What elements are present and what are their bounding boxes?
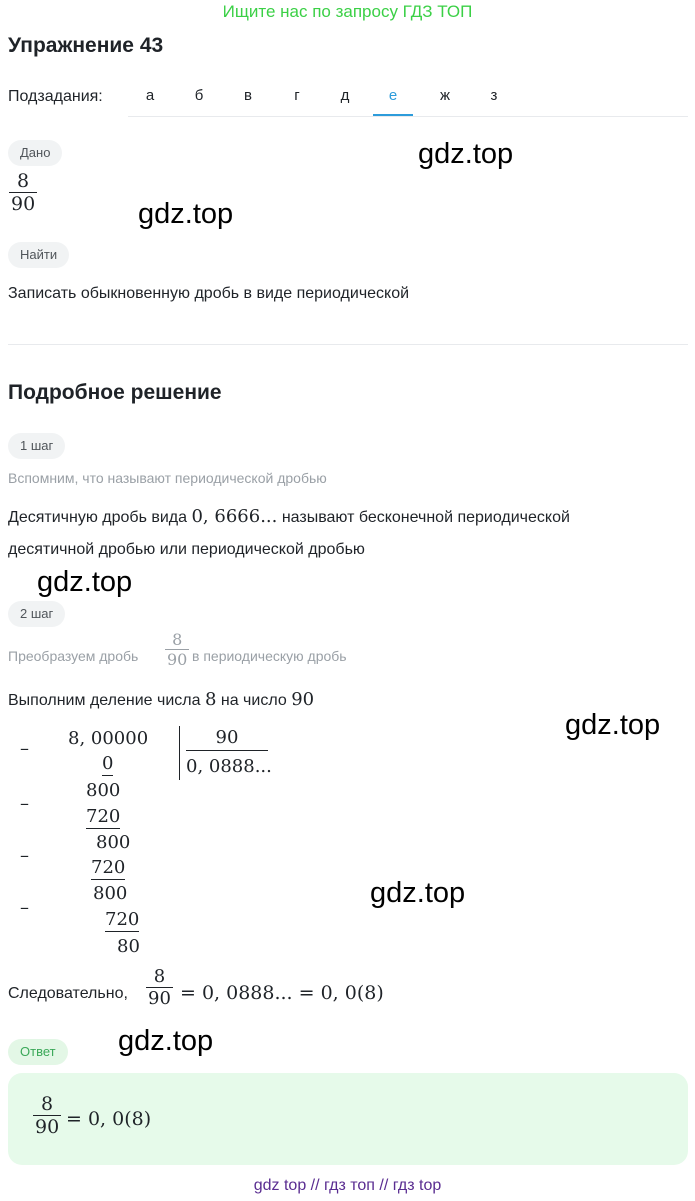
answer-fraction	[33, 1093, 61, 1138]
tab-a[interactable]: а	[145, 87, 155, 104]
footer-links	[0, 1177, 695, 1195]
step2-text-a: Выполним деление числа	[8, 692, 201, 709]
conclusion-equation: = 0, 0888... = 0, 0(8)	[180, 982, 384, 1004]
subtask-tabs	[128, 74, 688, 117]
tab-zh[interactable]: ж	[439, 87, 451, 104]
subtasks-label: Подзадания:	[8, 88, 103, 105]
dividend: 8, 00000	[68, 728, 149, 749]
watermark-1: gdz.top	[418, 138, 514, 170]
footer-link-1[interactable]: gdz top	[253, 1177, 307, 1194]
footer-link-2[interactable]: гдз топ	[324, 1177, 375, 1194]
answer-chip: Ответ	[8, 1039, 68, 1065]
step2-hint-numerator: 8	[165, 630, 189, 650]
division-bar	[179, 726, 180, 780]
given-chip: Дано	[8, 140, 62, 166]
division-row-8: 80	[117, 936, 140, 957]
minus-sign-1: –	[20, 738, 29, 759]
division-row-2: 800	[86, 780, 121, 801]
exercise-title: Упражнение 43	[8, 34, 164, 57]
given-denominator: 90	[11, 193, 36, 215]
tab-b[interactable]: б	[194, 87, 204, 104]
watermark-5: gdz.top	[370, 877, 466, 909]
minus-sign-2: –	[20, 793, 29, 814]
step1-text-a: Десятичную дробь вида	[8, 509, 188, 526]
step1-hint: Вспомним, что называют периодической дробью	[8, 470, 327, 486]
find-text: Записать обыкновенную дробь в виде периодической	[8, 285, 410, 302]
answer-equation: = 0, 0(8)	[66, 1108, 152, 1130]
division-row-4: 800	[96, 832, 131, 853]
tab-v[interactable]: в	[244, 87, 252, 104]
conclusion-denominator: 90	[148, 988, 171, 1009]
step2-hint-denominator: 90	[167, 650, 188, 669]
watermark-4: gdz.top	[565, 709, 661, 741]
division-row-7: 720	[105, 909, 140, 930]
division-row-3: 720	[86, 806, 121, 827]
division-row-6: 800	[93, 883, 128, 904]
section-divider	[8, 344, 688, 345]
tab-e[interactable]: е	[373, 74, 413, 116]
tab-d[interactable]: д	[340, 87, 350, 104]
division-row-1: 0	[102, 753, 114, 774]
step1-text-b: называют бесконечной периодической	[281, 509, 570, 526]
given-fraction	[9, 170, 37, 215]
footer-separator-2: //	[379, 1177, 389, 1194]
step2-hint-b: в периодическую дробь	[192, 648, 347, 664]
watermark-2: gdz.top	[138, 198, 234, 230]
minus-sign-4: –	[20, 897, 29, 918]
watermark-3: gdz.top	[37, 566, 133, 598]
watermark-6: gdz.top	[118, 1025, 214, 1057]
division-row-5: 720	[91, 857, 126, 878]
step2-hint-fraction	[165, 630, 189, 669]
step2-n2: 90	[291, 689, 315, 710]
step2-n1: 8	[204, 689, 217, 710]
given-numerator: 8	[9, 170, 37, 193]
footer-separator-1: //	[310, 1177, 320, 1194]
tab-z[interactable]: з	[490, 87, 498, 104]
minus-sign-3: –	[20, 845, 29, 866]
answer-numerator: 8	[33, 1093, 61, 1116]
step2-hint-a: Преобразуем дробь	[8, 648, 139, 664]
conclusion-label: Следовательно,	[8, 985, 128, 1002]
step1-chip: 1 шаг	[8, 433, 65, 459]
footer-link-3[interactable]: гдз top	[392, 1177, 442, 1194]
quotient: 0, 0888...	[186, 756, 272, 777]
tab-g[interactable]: г	[294, 87, 300, 104]
conclusion-fraction	[146, 966, 173, 1009]
step1-text-line1	[8, 506, 570, 527]
step2-chip: 2 шаг	[8, 601, 65, 627]
step2-text-b: на число	[220, 692, 287, 709]
conclusion-numerator: 8	[146, 966, 173, 988]
answer-denominator: 90	[35, 1116, 60, 1138]
find-chip: Найти	[8, 242, 69, 268]
top-banner[interactable]: Ищите нас по запросу ГДЗ ТОП	[222, 2, 473, 21]
step2-text	[8, 689, 314, 710]
solution-title: Подробное решение	[8, 381, 222, 404]
divisor: 90	[186, 726, 268, 751]
step1-math: 0, 6666...	[191, 506, 278, 527]
step1-text-line2: десятичной дробью или периодической дробью	[8, 541, 365, 558]
